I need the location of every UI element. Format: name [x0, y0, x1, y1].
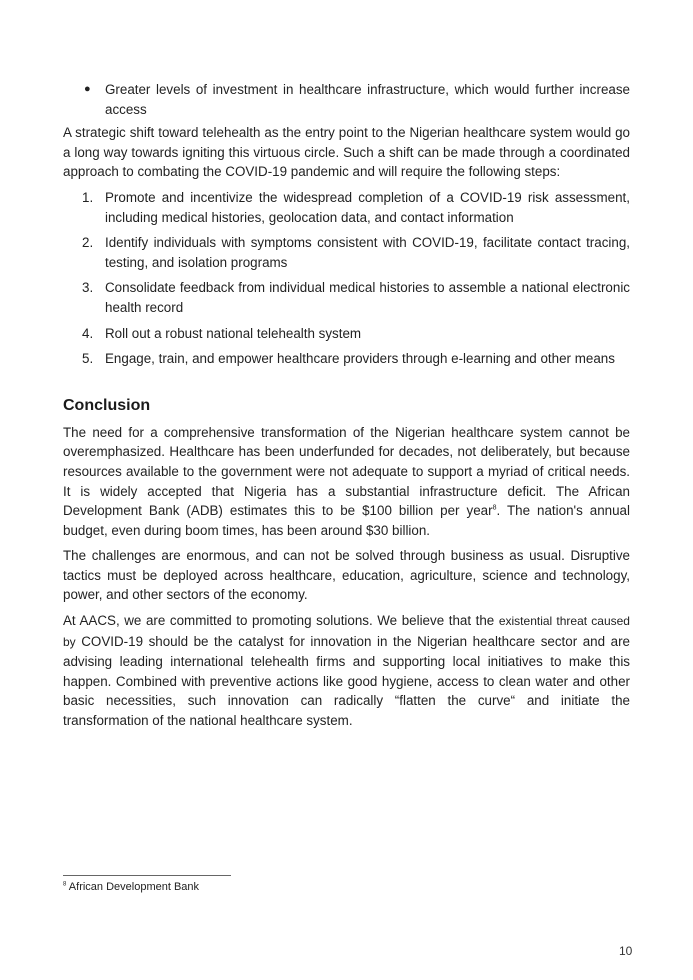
bullet-text: Greater levels of investment in healthcare infrastructure, which would further increase access: [105, 82, 630, 117]
step-text: Engage, train, and empower healthcare providers through e-learning and other means: [105, 351, 615, 367]
footnote-divider: [63, 875, 231, 876]
step-number: 3.: [82, 280, 94, 296]
paragraph-text-small: existential threat caused by: [63, 614, 630, 649]
step-number: 2.: [82, 235, 94, 251]
step-number: 1.: [82, 189, 94, 205]
conclusion-paragraph-1: [63, 423, 630, 541]
paragraph-text: . The nation's annual budget, even during boom times, has been around $30 billion.: [63, 503, 630, 538]
footnote: [63, 881, 199, 893]
step-number: 4.: [82, 325, 94, 341]
conclusion-paragraph-2: The challenges are enormous, and can not be solved through business as usual. Disruptive tactics must be deployed across healthcare, education, agriculture, science and technology, power, and other sectors of the economy.: [63, 548, 630, 603]
paragraph-text: The need for a comprehensive transformation of the Nigerian healthcare system cannot be overemphasized. Healthcare has been underfunded for decades, not deliberately, but because resources available to the government were not adequate to support a myriad of critical needs. It is widely accepted that Nigeria has a substantial infrastructure deficit. The African Development Bank (ADB) estimates this to be $100 billion per year: [63, 424, 630, 519]
step-item: [63, 278, 630, 317]
step-item: [63, 324, 630, 344]
intro-paragraph: A strategic shift toward telehealth as the entry point to the Nigerian healthcare system would go a long way towards igniting this virtuous circle. Such a shift can be made through a coordinated approach to combating the COVID-19 pandemic and will require the following steps:: [63, 125, 630, 180]
bullet-icon: ●: [84, 83, 91, 95]
document-page: [63, 80, 630, 737]
step-text: Promote and incentivize the widespread completion of a COVID-19 risk assessment, including medical histories, geolocation data, and contact information: [105, 189, 630, 225]
step-number: 5.: [82, 351, 94, 367]
bullet-list: [63, 80, 630, 119]
steps-list: [63, 188, 630, 369]
footnote-number: 8: [63, 881, 67, 888]
bullet-item: [63, 80, 630, 119]
page-number: 10: [619, 944, 633, 958]
conclusion-heading: Conclusion: [63, 396, 151, 414]
footnote-text: African Development Bank: [68, 881, 200, 893]
step-item: [63, 188, 630, 227]
step-item: [63, 233, 630, 272]
step-text: Identify individuals with symptoms consistent with COVID-19, facilitate contact tracing, testing, and isolation programs: [105, 235, 630, 270]
step-text: Roll out a robust national telehealth system: [105, 325, 362, 341]
footnote-reference[interactable]: 8: [492, 504, 497, 512]
step-item: [63, 349, 630, 369]
step-text: Consolidate feedback from individual medical histories to assemble a national electronic health record: [105, 280, 630, 315]
paragraph-text: At AACS, we are committed to promoting solutions. We believe that the: [63, 613, 499, 629]
conclusion-paragraph-3: [63, 611, 630, 731]
paragraph-text: COVID-19 should be the catalyst for innovation in the Nigerian healthcare sector and are advising leading international telehealth firms and supporting local initiatives to make this happen. Combined with preventive actions like good hygiene, access to clean water and other basic necessities, such innovation can radically “flatten the curve“ and initiate the transformation of the national healthcare system.: [63, 633, 630, 729]
